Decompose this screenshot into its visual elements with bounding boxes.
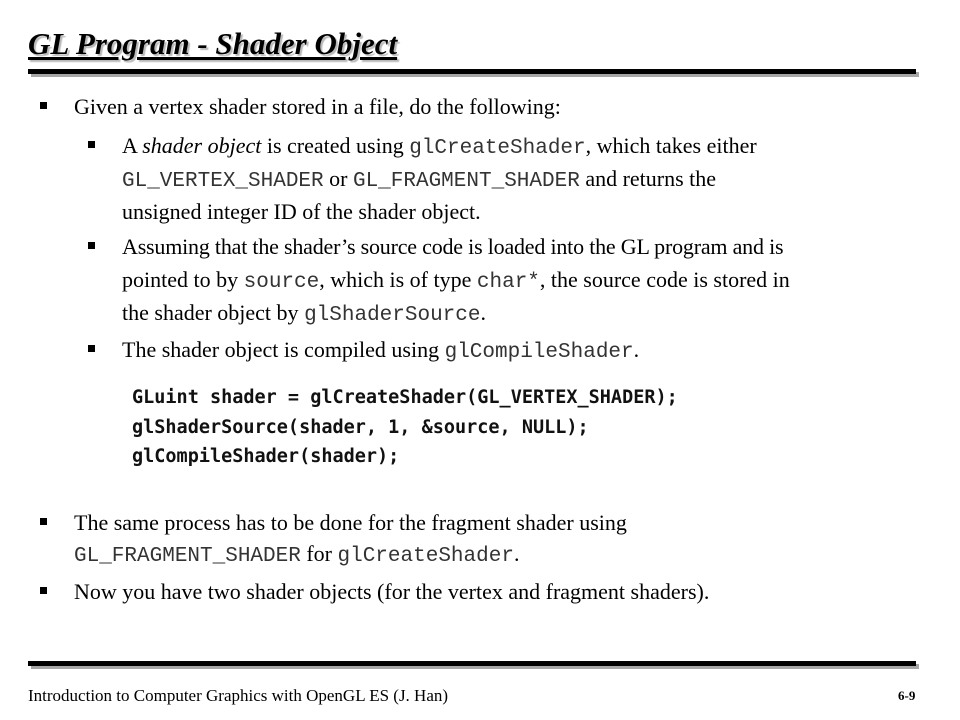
bullet-1b-line-3: the shader object by glShaderSource. [122, 300, 486, 327]
bullet-2-line-2: GL_FRAGMENT_SHADER for glCreateShader. [74, 541, 520, 568]
code-glCreateShader: glCreateShader [409, 137, 586, 160]
bullet-marker [88, 242, 95, 249]
code-glCompileShader: glCompileShader [444, 341, 634, 364]
bullet-marker [88, 141, 95, 148]
bullet-1-text: Given a vertex shader stored in a file, do the following: [74, 94, 561, 119]
slide-title: GL Program - Shader Object [28, 26, 398, 61]
bullet-marker [40, 587, 47, 594]
bullet-3-text: Now you have two shader objects (for the vertex and fragment shaders). [74, 579, 710, 604]
code-line: glShaderSource(shader, 1, &source, NULL); [132, 416, 589, 438]
bullet-1b-line-1: Assuming that the shader’s source code is loaded into the GL program and is [122, 234, 784, 259]
code-line: GLuint shader = glCreateShader(GL_VERTEX_SHADER); [132, 387, 678, 408]
code-glShaderSource: glShaderSource [304, 304, 481, 327]
term-shader-object: shader object [142, 133, 262, 158]
code-listing [132, 383, 678, 472]
footer-text: Introduction to Computer Graphics with OpenGL ES (J. Han) [28, 686, 449, 705]
code-glCreateShader: glCreateShader [337, 545, 514, 568]
code-GL_FRAGMENT_SHADER: GL_FRAGMENT_SHADER [352, 170, 580, 193]
bullet-1c-text: The shader object is compiled using glCompileShader. [122, 337, 640, 364]
bullet-1a-line-1: A shader object is created using glCreateShader, which takes either [122, 133, 757, 160]
code-line: glCompileShader(shader); [132, 446, 400, 467]
bullet-1a-line-3: unsigned integer ID of the shader object. [122, 199, 481, 224]
bullet-marker [40, 518, 47, 525]
code-GL_VERTEX_SHADER: GL_VERTEX_SHADER [122, 170, 324, 193]
bullet-2-line-1: The same process has to be done for the fragment shader using [74, 510, 627, 535]
code-char-pointer: char* [476, 271, 540, 294]
bullet-marker [40, 102, 47, 109]
code-source: source [243, 271, 320, 294]
bullet-1b-line-2: pointed to by source, which is of type char*, the source code is stored in [122, 267, 790, 294]
footer-divider [28, 661, 916, 666]
bullet-1a-line-2: GL_VERTEX_SHADER or GL_FRAGMENT_SHADER and returns the [122, 166, 717, 193]
page-number: 6-9 [898, 688, 916, 703]
bullet-marker [88, 345, 95, 352]
title-divider [28, 69, 916, 74]
code-GL_FRAGMENT_SHADER: GL_FRAGMENT_SHADER [74, 545, 301, 568]
